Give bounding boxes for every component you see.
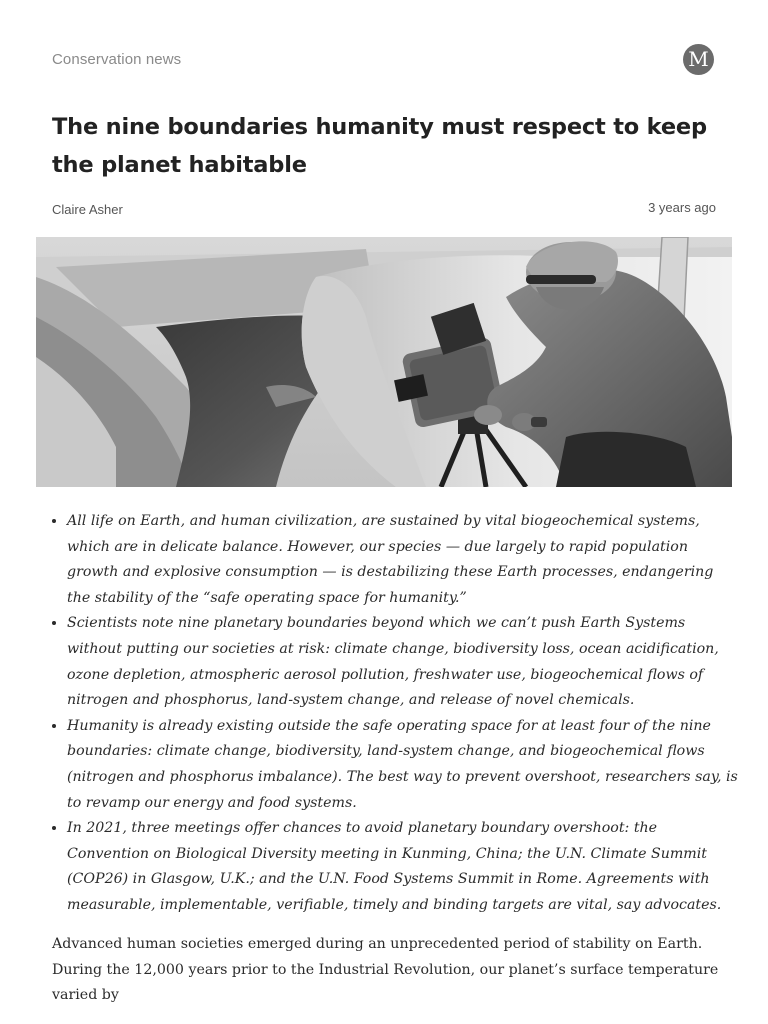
list-item: • Humanity is already existing outside the safe operating space for at least four of the nine boundaries: climate change, biodiversity, land-system change, and biogeochemical flows (nitrogen and phosphorus imbalance). The best way to prevent overshoot, researchers say, is to revamp our energy and food systems. xyxy=(67,714,739,816)
site-header xyxy=(52,44,716,76)
article-body-paragraph: Advanced human societies emerged during an unprecedented period of stability on Earth. During the 12,000 years prior to the Industrial Revolution, our planet’s surface temperature varied by xyxy=(52,936,719,1004)
list-item: • All life on Earth, and human civilization, are sustained by vital biogeochemical systems, which are in delicate balance. However, our species — due largely to rapid population growth and explosive consumption — is destabilizing these Earth processes, endangering the stability of the “safe operating space for humanity.” xyxy=(67,509,739,611)
key-points-list xyxy=(48,509,739,919)
byline xyxy=(52,200,716,220)
site-logo[interactable]: M xyxy=(683,44,714,75)
article-title: The nine boundaries humanity must respect to keep the planet habitable xyxy=(52,114,707,178)
list-item: • Scientists note nine planetary boundaries beyond which we can’t push Earth Systems without putting our societies at risk: climate change, biodiversity loss, ocean acidification, ozone depletion, atmospheric aerosol pollution, freshwater use, biogeochemical flows of nitrogen and phosphorus, land-system change, and release of novel chemicals. xyxy=(67,611,739,713)
hero-photo-illustration xyxy=(36,237,732,487)
list-item: • In 2021, three meetings offer chances to avoid planetary boundary overshoot: the Convention on Biological Diversity meeting in Kunming, China; the U.N. Climate Summit (COP26) in Glasgow, U.K.; and the U.N. Food Systems Summit in Rome. Agreements with measurable, implementable, verifiable, timely and binding targets are vital, say advocates. xyxy=(67,816,739,918)
publish-date: 3 years ago xyxy=(648,200,716,215)
author-name[interactable]: Claire Asher xyxy=(52,202,123,217)
section-label[interactable]: Conservation news xyxy=(52,51,182,68)
hero-image xyxy=(36,237,732,487)
